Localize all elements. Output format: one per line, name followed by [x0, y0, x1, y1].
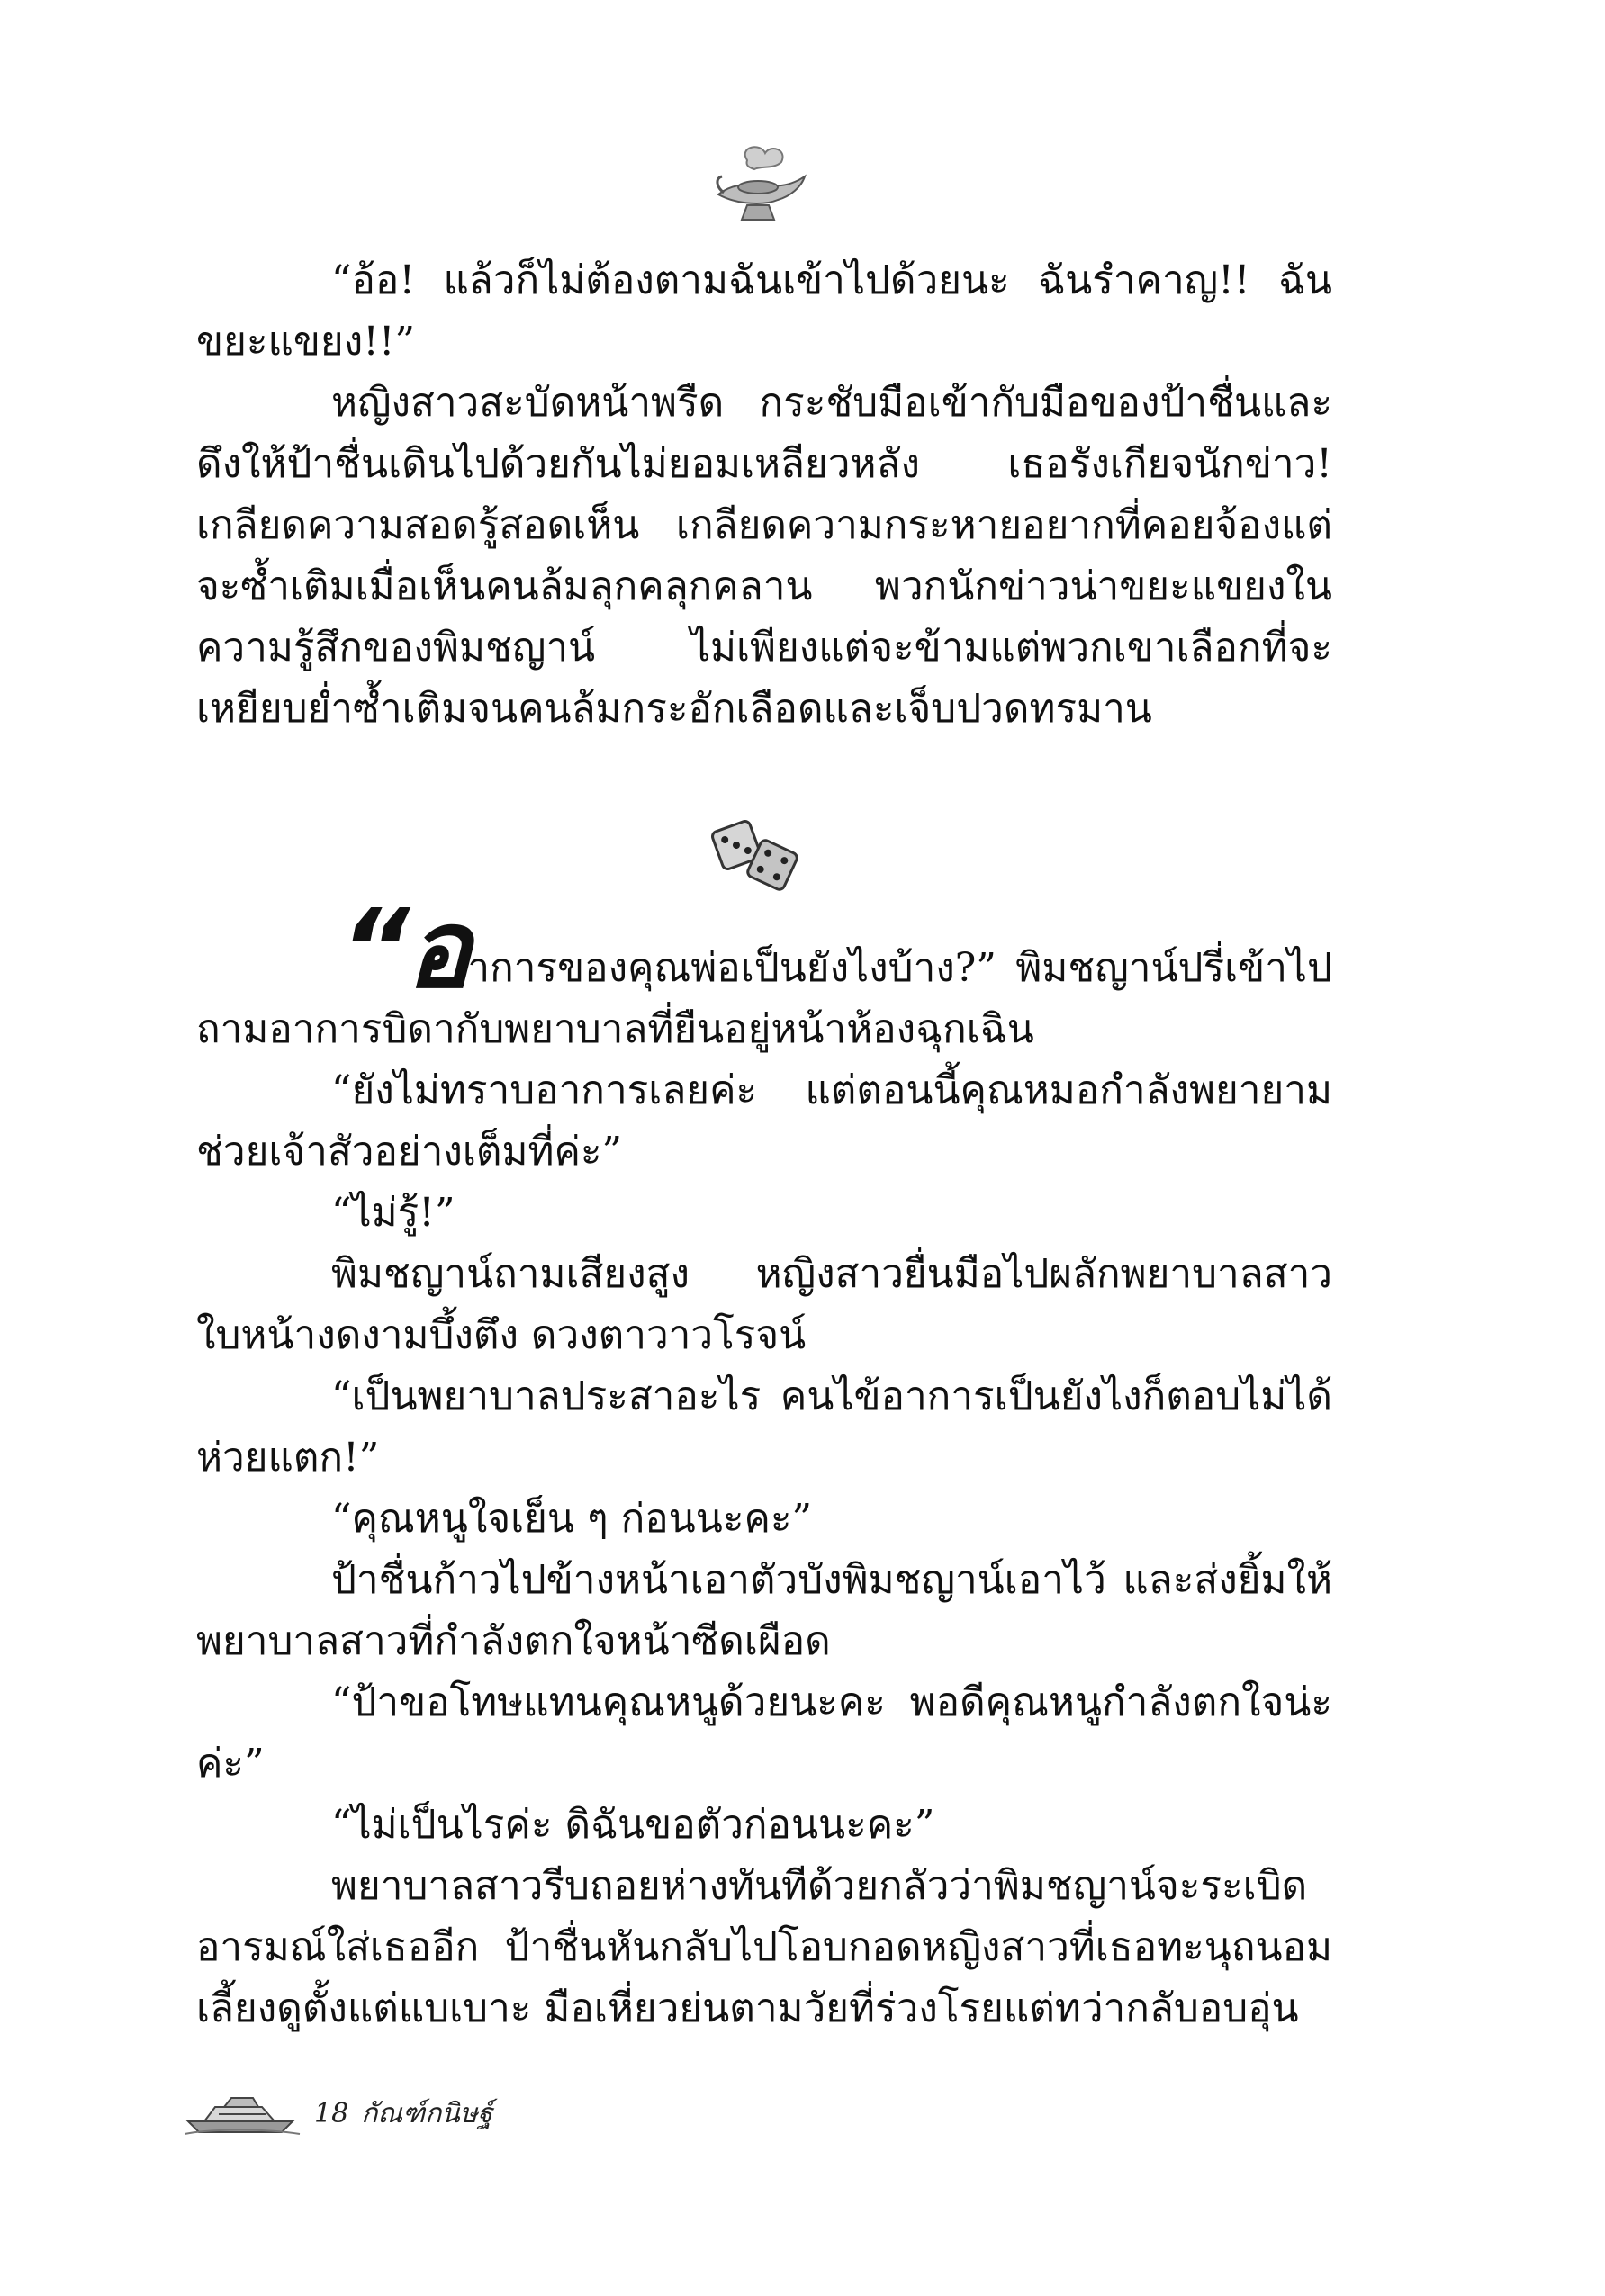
paragraph: “อ้อ! แล้วก็ไม่ต้องตามฉันเข้าไปด้วยนะ ฉันรำคาญ!! ฉันขยะแขยง!!” [196, 257, 1332, 365]
yacht-icon [185, 2091, 302, 2136]
paragraph: พยาบาลสาวรีบถอยห่างทันทีด้วยกลัวว่าพิมชญาน์จะระเบิดอารมณ์ใส่เธออีก ป้าชื่นหันกลับไปโอบกอดหญิงสาวที่เธอทะนุถนอมเลี้ยงดูตั้งแต่แบเบาะ มือเหี่ยวย่นตามวัยที่ร่วงโรยแต่ทว่ากลับอบอุ่น [196, 1863, 1332, 2031]
dropcap-letter: อ [406, 887, 468, 1013]
dropcap-paragraph [196, 887, 1332, 1060]
paragraph: ป้าชื่นก้าวไปข้างหน้าเอาตัวบังพิมชญาน์เอาไว้ และส่งยิ้มให้พยาบาลสาวที่กำลังตกใจหน้าซีดเผือด [196, 1557, 1332, 1664]
paragraph: “เป็นพยาบาลประสาอะไร คนไข้อาการเป็นยังไงก็ตอบไม่ได้ห่วยแตก!” [196, 1373, 1332, 1481]
paragraph: “คุณหนูใจเย็น ๆ ก่อนนะคะ” [331, 1496, 813, 1542]
page-footer [185, 2086, 492, 2140]
text-block-bottom [196, 887, 1332, 2039]
paragraph: หญิงสาวสะบัดหน้าพรืด กระชับมือเข้ากับมือของป้าชื่นและดึงให้ป้าชื่นเดินไปด้วยกันไม่ยอมเหลียวหลัง เธอรังเกียจนักข่าว! เกลียดความสอดรู้สอดเห็น เกลียดความกระหายอยากที่คอยจ้องแต่จะซ้ำเติมเมื่อเห็นคนล้มลุกคลุกคลาน พวกนักข่าวน่าขยะแขยงในความรู้สึกของพิมชญาน์ ไม่เพียงแต่จะข้ามแต่พวกเขาเลือกที่จะเหยียบย่ำซ้ำเติมจนคนล้มกระอักเลือดและเจ็บปวดทรมาน [196, 380, 1332, 732]
dropcap-quote: “ [340, 887, 407, 1013]
magic-lamp-icon [711, 142, 810, 228]
dropcap-rest: าการของคุณพ่อเป็นยังไงบ้าง?” พิมชญาน์ปรี่เข้าไปถามอาการบิดากับพยาบาลที่ยืนอยู่หน้าห้องฉุกเฉิน [196, 945, 1332, 1052]
paragraph: พิมชญาน์ถามเสียงสูง หญิงสาวยื่นมือไปผลักพยาบาลสาวใบหน้างดงามบึ้งตึง ดวงตาวาวโรจน์ [196, 1251, 1332, 1358]
paragraph: “ป้าขอโทษแทนคุณหนูด้วยนะคะ พอดีคุณหนูกำลังตกใจน่ะค่ะ” [196, 1679, 1332, 1787]
paragraph: “ไม่เป็นไรค่ะ ดิฉันขอตัวก่อนนะคะ” [331, 1802, 935, 1848]
text-block-top [196, 250, 1332, 740]
author-name: กัณฑ์กนิษฐ์ [361, 2097, 493, 2129]
page-number: 18 [314, 2097, 349, 2129]
paragraph: “ไม่รู้!” [331, 1190, 455, 1236]
paragraph: “ยังไม่ทราบอาการเลยค่ะ แต่ตอนนี้คุณหมอกำลังพยายามช่วยเจ้าสัวอย่างเต็มที่ค่ะ” [196, 1067, 1332, 1175]
dice-icon [709, 815, 803, 894]
